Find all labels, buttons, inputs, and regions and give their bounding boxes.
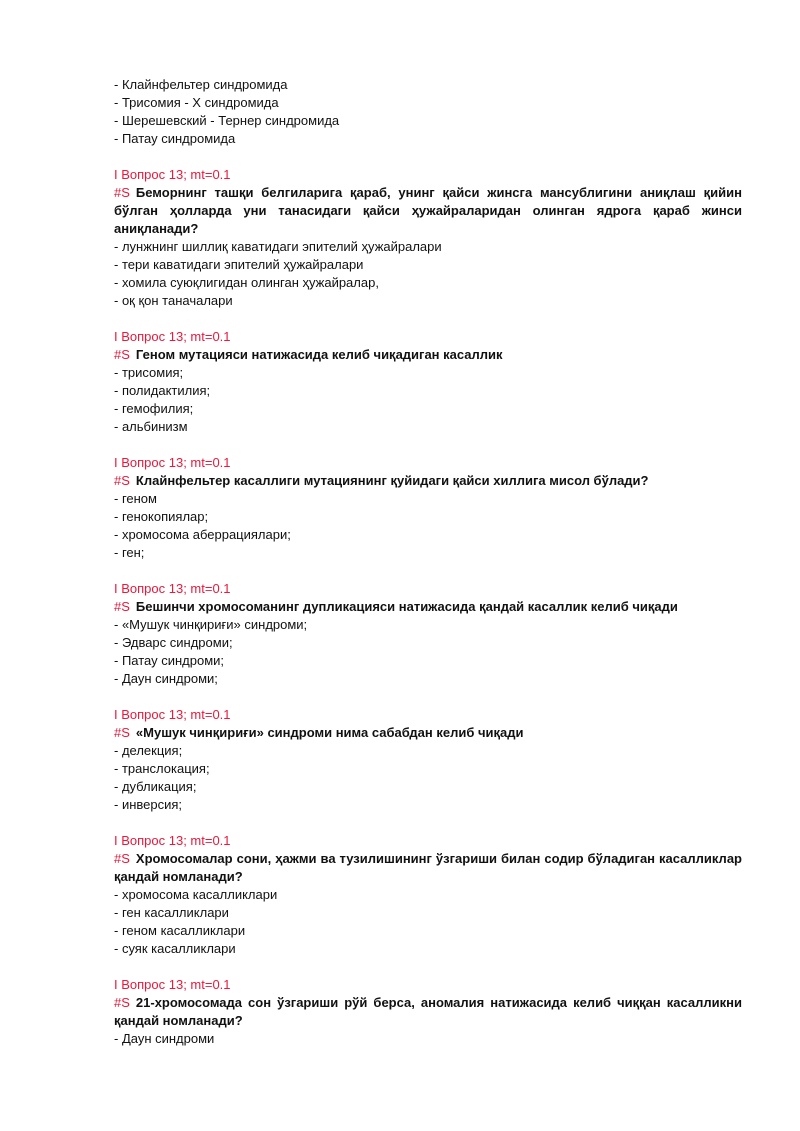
option-line: - генокопиялар; [114, 509, 209, 524]
question-tag: #S [114, 185, 130, 200]
question-stem [114, 598, 742, 616]
question-stem [114, 472, 742, 490]
question-stem [114, 994, 742, 1030]
option-line: - Шерешевский - Тернер синдромида [114, 113, 340, 128]
question-text: «Мушук чинқириғи» синдроми нима сабабдан келиб чиқади [135, 725, 524, 740]
option-line: - Эдварс синдроми; [114, 635, 233, 650]
option-line: - геном [114, 491, 157, 506]
option-line: - делекция; [114, 743, 183, 758]
question-text: Беморнинг ташқи белгиларига қараб, унинг қайси жинсга мансублигини аниқлаш қийин бўлган ҳолларда уни танасидаги қайси ҳужайраларидан олинган ядрога қараб жинси аниқланади? [114, 185, 742, 236]
question-meta: I Вопрос 13; mt=0.1 [114, 455, 231, 470]
option-line: - тери кавaтидаги эпителий ҳужайралари [114, 257, 364, 272]
option-line: - лунжнинг шиллиқ кавaтидаги эпителий ҳужайралари [114, 239, 442, 254]
option-line: - трисомия; [114, 365, 184, 380]
option-line: - Клайнфельтер синдромида [114, 77, 288, 92]
question-text: Геном мутацияси натижасида келиб чиқадиган касаллик [135, 347, 503, 362]
option-line: - альбинизм [114, 419, 188, 434]
option-line: - дубликация; [114, 779, 197, 794]
question-stem [114, 184, 742, 238]
question-stem [114, 850, 742, 886]
option-line: - Даун синдроми; [114, 671, 218, 686]
option-line: - инверсия; [114, 797, 183, 812]
question-block [114, 454, 742, 562]
question-text: 21-хромосомада сон ўзгариши рўй берса, аномалия натижасида келиб чиққан касалликни қандай номланади? [114, 995, 742, 1028]
question-meta: I Вопрос 13; mt=0.1 [114, 833, 231, 848]
option-line: - оқ қон таначалари [114, 293, 233, 308]
question-tag: #S [114, 473, 130, 488]
question-meta: I Вопрос 13; mt=0.1 [114, 707, 231, 722]
option-line: - хомила суюқлигидан олинган ҳужайралар, [114, 275, 379, 290]
question-block [114, 976, 742, 1048]
question-tag: #S [114, 599, 130, 614]
question-text: Бешинчи хромосоманинг дупликацияси натижасида қандай касаллик келиб чиқади [135, 599, 678, 614]
question-block [114, 580, 742, 688]
question-stem [114, 346, 742, 364]
question-meta: I Вопрос 13; mt=0.1 [114, 167, 231, 182]
question-block [114, 166, 742, 310]
question-tag: #S [114, 347, 130, 362]
option-line: - Трисомия - Х синдромида [114, 95, 279, 110]
option-line: - Патау синдроми; [114, 653, 225, 668]
option-line: - хромосома аберрациялари; [114, 527, 291, 542]
option-line: - ген; [114, 545, 145, 560]
option-line: - «Мушук чинқириғи» синдроми; [114, 617, 308, 632]
option-line: - суяк касалликлари [114, 941, 236, 956]
question-tag: #S [114, 995, 130, 1010]
question-block [114, 706, 742, 814]
option-line: - Даун синдроми [114, 1031, 215, 1046]
question-text: Клайнфельтер касаллиги мутациянинг қуйидаги қайси хиллига мисол бўлади? [135, 473, 649, 488]
question-meta: I Вопрос 13; mt=0.1 [114, 977, 231, 992]
option-line: - гемофилия; [114, 401, 194, 416]
option-line: - хромосома касалликлари [114, 887, 278, 902]
option-line: - ген касалликлари [114, 905, 229, 920]
question-stem [114, 724, 742, 742]
question-tag: #S [114, 851, 130, 866]
question-tag: #S [114, 725, 130, 740]
leading-options [114, 76, 742, 148]
question-block [114, 328, 742, 436]
option-line: - Патау синдромида [114, 131, 236, 146]
option-line: - полидактилия; [114, 383, 211, 398]
option-line: - геном касалликлари [114, 923, 246, 938]
question-meta: I Вопрос 13; mt=0.1 [114, 581, 231, 596]
question-block [114, 832, 742, 958]
question-meta: I Вопрос 13; mt=0.1 [114, 329, 231, 344]
question-text: Хромосомалар сони, ҳажми ва тузилишининг ўзгариши билан содир бўладиган касалликлар қандай номланади? [114, 851, 742, 884]
document-content [114, 76, 742, 1048]
option-line: - транслокация; [114, 761, 210, 776]
